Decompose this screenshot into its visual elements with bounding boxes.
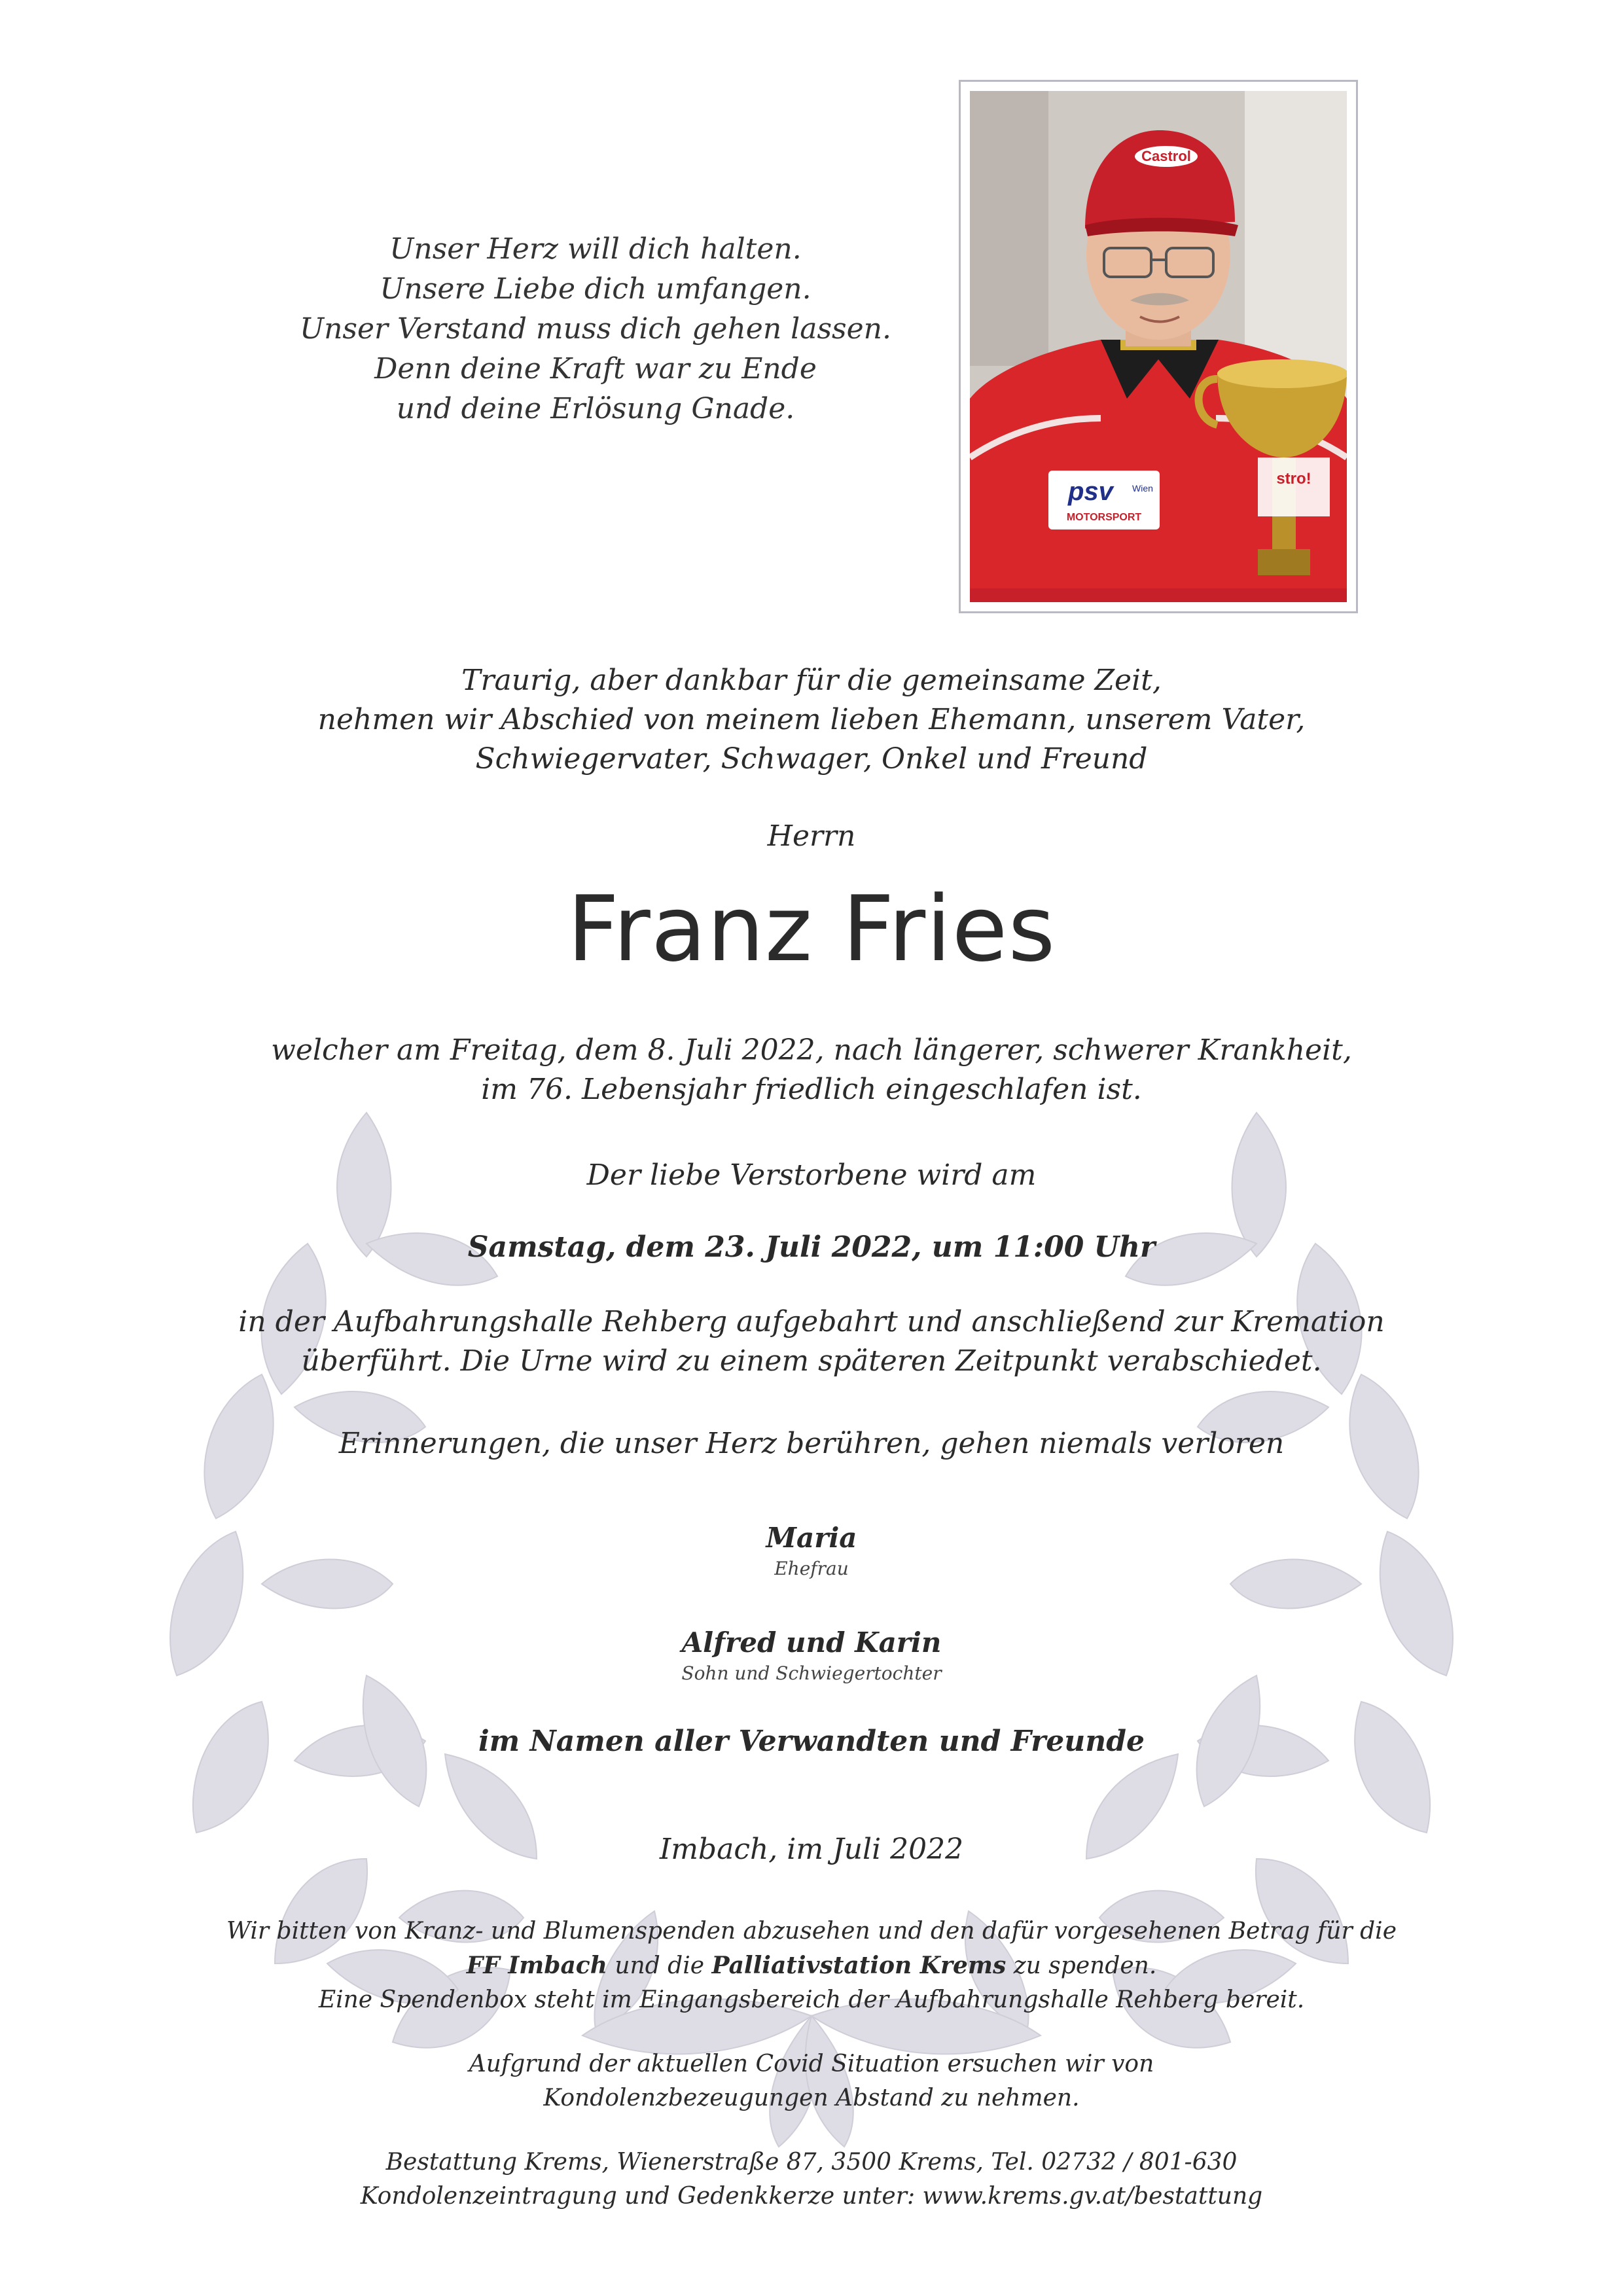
poem xyxy=(249,229,942,429)
portrait-illustration xyxy=(970,91,1347,602)
ceremony-date: Samstag, dem 23. Juli 2022, um 11:00 Uhr xyxy=(467,1230,1156,1264)
poem-line: Unser Verstand muss dich gehen lassen. xyxy=(300,312,891,346)
svg-text:stro!: stro! xyxy=(1276,470,1311,488)
undertaker-line: Bestattung Krems, Wienerstraße 87, 3500 Krems, Tel. 02732 / 801-630 xyxy=(385,2149,1238,2176)
intro-text xyxy=(0,661,1623,779)
deceased-line: Der liebe Verstorbene wird am xyxy=(586,1158,1037,1192)
mourner-name: Maria xyxy=(766,1522,857,1554)
mourner-role: Ehefrau xyxy=(774,1558,849,1579)
patch-text: Wien xyxy=(1132,483,1153,493)
mourner xyxy=(0,1522,1623,1579)
intro-line: nehmen wir Abschied von meinem lieben Ehemann, unserem Vater, xyxy=(317,703,1306,736)
death-notice-line: im 76. Lebensjahr friedlich eingeschlafen ist. xyxy=(481,1073,1142,1106)
death-notice xyxy=(0,1031,1623,1109)
mourner xyxy=(0,1626,1623,1684)
donation-connector: und die xyxy=(607,1952,712,1979)
poem-line: und deine Erlösung Gnade. xyxy=(396,392,795,425)
donation-suffix: zu spenden. xyxy=(1006,1952,1157,1979)
donation-request xyxy=(0,1914,1623,2017)
covid-notice xyxy=(0,2047,1623,2115)
portrait-frame xyxy=(959,80,1358,613)
place-line: überführt. Die Urne wird zu einem späteren Zeitpunkt verabschiedet. xyxy=(301,1344,1322,1378)
place-line: in der Aufbahrungshalle Rehberg aufgebahrt und anschließend zur Kremation xyxy=(238,1305,1385,1338)
mourner-role: Sohn und Schwiegertochter xyxy=(681,1662,942,1684)
covid-line: Aufgrund der aktuellen Covid Situation ersuchen wir von xyxy=(469,2051,1154,2077)
svg-text:psv: psv xyxy=(1068,477,1113,506)
deceased-name: Franz Fries xyxy=(567,876,1056,982)
mourner-name: Alfred und Karin xyxy=(681,1626,942,1659)
donation-org: FF Imbach xyxy=(466,1952,607,1979)
patch-text-motorsport: MOTORSPORT xyxy=(1066,512,1142,523)
covid-line: Kondolenzbezeugungen Abstand zu nehmen. xyxy=(543,2085,1080,2111)
intro-line: Schwiegervater, Schwager, Onkel und Freund xyxy=(475,742,1148,776)
portrait-photo xyxy=(970,91,1347,602)
donation-line-orgs xyxy=(0,1948,1623,1983)
cap-logo-text: Castrol xyxy=(1141,148,1191,164)
memory-quote: Erinnerungen, die unser Herz berühren, gehen niemals verloren xyxy=(338,1427,1285,1460)
poem-line: Unser Herz will dich halten. xyxy=(389,232,802,266)
death-notice-line: welcher am Freitag, dem 8. Juli 2022, nach längerer, schwerer Krankheit, xyxy=(271,1033,1352,1067)
donation-line: Eine Spendenbox steht im Eingangsbereich der Aufbahrungshalle Rehberg bereit. xyxy=(318,1986,1305,2013)
intro-line: Traurig, aber dankbar für die gemeinsame Zeit, xyxy=(461,664,1162,697)
undertaker-info xyxy=(0,2145,1623,2214)
closing-place-date: Imbach, im Juli 2022 xyxy=(659,1833,964,1866)
undertaker-line: Kondolenzeintragung und Gedenkkerze unter: www.krems.gv.at/bestattung xyxy=(360,2183,1263,2210)
family-line: im Namen aller Verwandten und Freunde xyxy=(478,1725,1145,1758)
poem-line: Denn deine Kraft war zu Ende xyxy=(374,352,817,386)
salutation: Herrn xyxy=(767,819,856,853)
donation-org: Palliativstation Krems xyxy=(711,1952,1007,1979)
ceremony-place xyxy=(0,1302,1623,1381)
donation-line: Wir bitten von Kranz- und Blumenspenden abzusehen und den dafür vorgesehenen Betrag für die xyxy=(226,1918,1397,1945)
poem-line: Unsere Liebe dich umfangen. xyxy=(380,272,812,306)
